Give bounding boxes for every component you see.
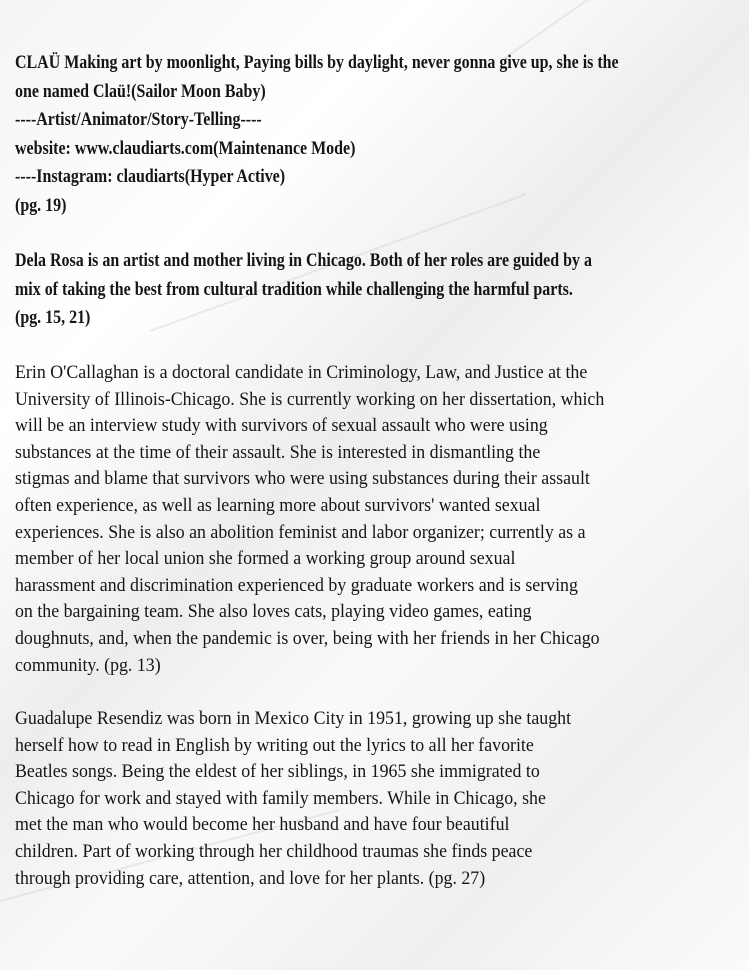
bio-line: CLAÜ Making art by moonlight, Paying bills by daylight, never gonna give up, she is the bbox=[15, 52, 619, 73]
dela-rosa-bio bbox=[15, 247, 749, 333]
bio-line: (pg. 15, 21) bbox=[15, 307, 91, 328]
bio-line: met the man who would become her husband and have four beautiful bbox=[15, 814, 510, 836]
bio-line: children. Part of working through her childhood traumas she finds peace bbox=[15, 840, 533, 862]
bio-line: on the bargaining team. She also loves cats, playing video games, eating bbox=[15, 601, 532, 623]
bio-line: through providing care, attention, and love for her plants. (pg. 27) bbox=[15, 867, 486, 889]
bio-line: stigmas and blame that survivors who were using substances during their assault bbox=[15, 468, 590, 490]
clau-bio bbox=[15, 49, 749, 220]
bio-line: University of Illinois-Chicago. She is currently working on her dissertation, which bbox=[15, 388, 605, 410]
bio-line: Chicago for work and stayed with family members. While in Chicago, she bbox=[15, 787, 546, 809]
bio-line: community. (pg. 13) bbox=[15, 654, 161, 676]
bio-line: substances at the time of their assault. She is interested in dismantling the bbox=[15, 441, 541, 463]
bio-line: harassment and discrimination experienced by graduate workers and is serving bbox=[15, 574, 578, 596]
bio-line: doughnuts, and, when the pandemic is over, being with her friends in her Chicago bbox=[15, 627, 600, 649]
bio-line: ----Instagram: claudiarts(Hyper Active) bbox=[15, 166, 286, 187]
erin-ocallaghan-bio bbox=[15, 360, 749, 679]
guadalupe-resendiz-bio bbox=[15, 706, 749, 892]
bio-line: mix of taking the best from cultural tradition while challenging the harmful parts. bbox=[15, 278, 573, 300]
bio-line: (pg. 19) bbox=[15, 194, 67, 216]
bio-line: website: www.claudiarts.com(Maintenance Mode) bbox=[15, 137, 356, 159]
bio-line: ----Artist/Animator/Story-Telling---- bbox=[15, 109, 262, 130]
bio-line: will be an interview study with survivors of sexual assault who were using bbox=[15, 415, 548, 437]
bio-line: Dela Rosa is an artist and mother living in Chicago. Both of her roles are guided by a bbox=[15, 250, 592, 271]
bio-line: Beatles songs. Being the eldest of her siblings, in 1965 she immigrated to bbox=[15, 761, 540, 783]
bio-line: herself how to read in English by writing out the lyrics to all her favorite bbox=[15, 734, 534, 756]
bio-line: one named Claü!(Sailor Moon Baby) bbox=[15, 80, 266, 102]
bio-line: member of her local union she formed a working group around sexual bbox=[15, 548, 516, 570]
bio-line: experiences. She is also an abolition feminist and labor organizer; currently as a bbox=[15, 521, 586, 543]
bio-line: Guadalupe Resendiz was born in Mexico City in 1951, growing up she taught bbox=[15, 708, 572, 729]
bio-line: Erin O'Callaghan is a doctoral candidate in Criminology, Law, and Justice at the bbox=[15, 362, 588, 383]
bio-line: often experience, as well as learning more about survivors' wanted sexual bbox=[15, 494, 541, 516]
